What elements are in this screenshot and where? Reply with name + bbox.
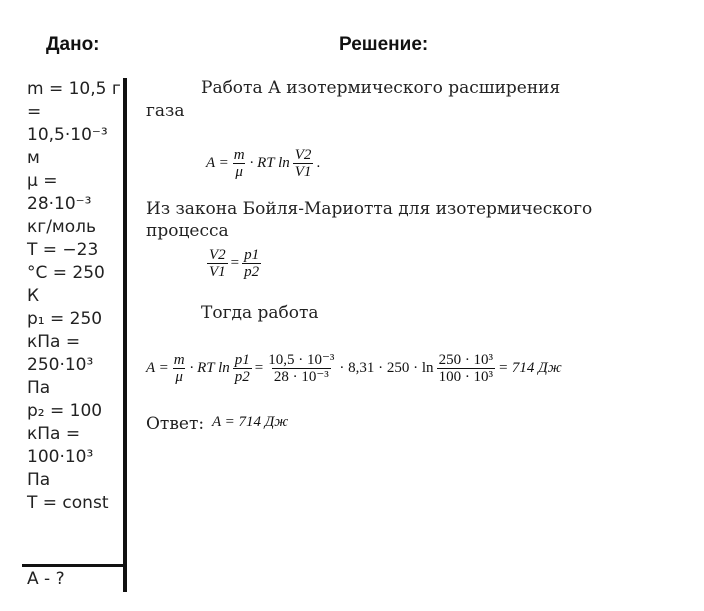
given-pressure-2: p₂ = 100 кПа = 100·10³ Па bbox=[27, 401, 103, 490]
given-list bbox=[27, 78, 121, 515]
calc-constants: · 8,31 · 250 · ln bbox=[339, 360, 434, 376]
mass-fraction bbox=[232, 147, 247, 180]
given-molar-mass: μ = 28·10⁻³ кг/моль bbox=[27, 171, 97, 237]
given-temperature: T = −23 °C = 250 К bbox=[27, 240, 105, 306]
calc-ln-numerator: 250 · 10³ bbox=[438, 352, 494, 368]
ratio-volume-denominator: V1 bbox=[209, 264, 226, 280]
calc-mass-denominator: μ bbox=[175, 369, 183, 385]
intro-line-2: газа bbox=[146, 101, 185, 121]
calc-mass-numerator: m bbox=[173, 352, 185, 368]
calc-pressure-numerator: p1 bbox=[234, 352, 250, 368]
work-middle: · RT ln bbox=[249, 155, 290, 171]
calc-pressure-fraction bbox=[233, 352, 252, 385]
calc-ln-fraction bbox=[437, 352, 496, 385]
solution-heading: Решение: bbox=[339, 34, 429, 55]
then-text: Тогда работа bbox=[201, 303, 319, 323]
work-formula bbox=[206, 147, 320, 180]
volume-denominator: V1 bbox=[294, 164, 312, 180]
mass-denominator: μ bbox=[235, 164, 243, 180]
ratio-volume-fraction bbox=[207, 247, 228, 280]
ratio-formula bbox=[204, 247, 264, 280]
calc-result: = 714 Дж bbox=[498, 360, 562, 376]
calc-value-fraction bbox=[266, 352, 336, 385]
volume-fraction bbox=[293, 147, 314, 180]
calc-pressure-denominator: p2 bbox=[234, 369, 250, 385]
find-quantity: A - ? bbox=[27, 569, 65, 589]
ratio-equals: = bbox=[230, 255, 240, 271]
answer-value: A = 714 Дж bbox=[212, 414, 289, 430]
calc-ln-denominator: 100 · 10³ bbox=[438, 369, 494, 385]
calc-value-denominator: 28 · 10⁻³ bbox=[273, 369, 329, 385]
calc-equals: = bbox=[254, 360, 264, 376]
calc-value-numerator: 10,5 · 10⁻³ bbox=[268, 352, 335, 368]
given-condition: T = const bbox=[27, 493, 109, 513]
answer-label: Ответ: bbox=[146, 414, 205, 434]
mass-numerator: m bbox=[233, 147, 245, 163]
column-divider bbox=[123, 78, 127, 592]
intro-line-1: Работа А изотермического расширения bbox=[201, 78, 561, 98]
ratio-pressure-fraction bbox=[242, 247, 261, 280]
calc-lhs: A = bbox=[146, 360, 169, 376]
calc-middle: · RT ln bbox=[189, 360, 230, 376]
given-mass: m = 10,5 г = 10,5·10⁻³ м bbox=[27, 79, 121, 168]
answer-formula bbox=[212, 414, 288, 431]
calculation-formula bbox=[146, 352, 562, 385]
given-heading: Дано: bbox=[46, 34, 100, 55]
volume-numerator: V2 bbox=[294, 147, 312, 163]
given-pressure-1: p₁ = 250 кПа = 250·10³ Па bbox=[27, 309, 103, 398]
ratio-volume-numerator: V2 bbox=[209, 247, 226, 263]
calc-mass-fraction bbox=[172, 352, 187, 385]
work-lhs: A = bbox=[206, 155, 229, 171]
law-line-2: процесса bbox=[146, 221, 229, 241]
work-end: . bbox=[316, 155, 321, 171]
law-line-1: Из закона Бойля-Мариотта для изотермического bbox=[146, 199, 593, 219]
find-divider bbox=[22, 564, 127, 567]
ratio-pressure-denominator: p2 bbox=[244, 264, 260, 280]
ratio-pressure-numerator: p1 bbox=[244, 247, 260, 263]
